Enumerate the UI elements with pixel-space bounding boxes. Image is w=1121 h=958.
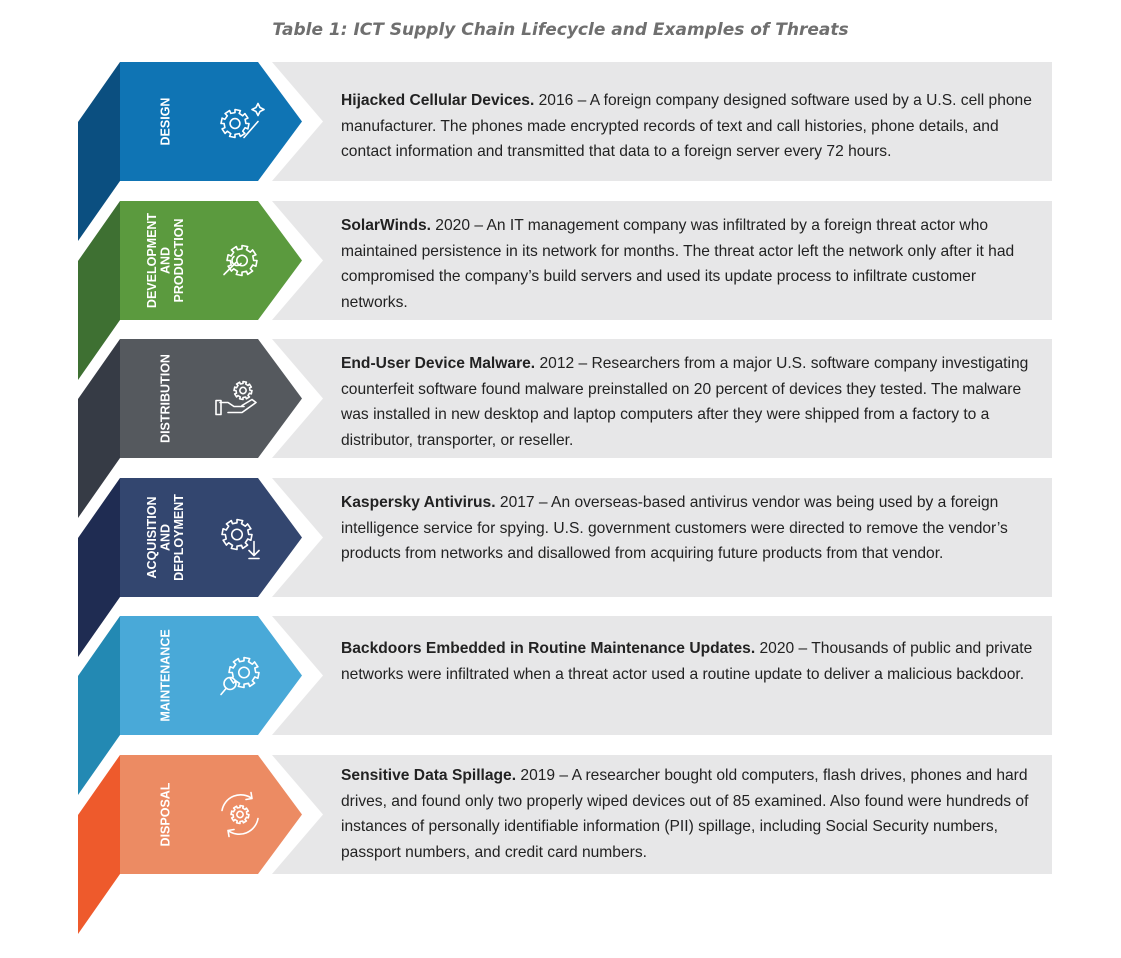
threat-description	[341, 636, 1041, 687]
stage-label	[159, 782, 173, 846]
threat-description	[341, 88, 1041, 165]
threat-description	[341, 351, 1041, 453]
threat-text: 2017 – An overseas-based antivirus vendor was being used by a foreign intelligence service for spying. U.S. government customers were directed to remove the vendor’s products from networks and disallowed from acquiring future products from that vendor.	[341, 494, 1008, 562]
threat-text: 2012 – Researchers from a major U.S. software company investigating counterfeit software found malware preinstalled on 20 percent of devices they tested. The malware was installed in new desktop and laptop computers after they were shipped from a factory to a distributor, transporter, or reseller.	[341, 355, 1029, 449]
stage-label	[159, 98, 173, 146]
threat-text: 2016 – A foreign company designed software used by a U.S. cell phone manufacturer. The phones made encrypted records of text and call histories, phone details, and contact information and transmitted that data to a foreign server every 72 hours.	[341, 92, 1032, 160]
threat-description	[341, 490, 1041, 567]
threat-name: Sensitive Data Spillage.	[341, 767, 517, 784]
stage-arrow	[120, 339, 302, 458]
threat-description	[341, 213, 1041, 315]
stage-label-line: DEPLOYMENT	[172, 494, 186, 581]
stage-label-line: DISTRIBUTION	[158, 354, 173, 443]
table-title: Table 1: ICT Supply Chain Lifecycle and Examples of Threats	[272, 20, 849, 40]
stage-label	[159, 354, 173, 443]
stage-label-line: MAINTENANCE	[158, 629, 173, 722]
threat-name: SolarWinds.	[341, 217, 431, 234]
stage-label-line: ACQUISITION	[145, 496, 159, 579]
stage-label-line: DESIGN	[158, 97, 173, 146]
threat-description	[341, 763, 1041, 865]
stage-arrow	[120, 62, 302, 181]
threat-text: 2020 – Thousands of public and private networks were infiltrated when a threat actor used a routine update to deliver a malicious backdoor.	[341, 640, 1033, 683]
stage-arrow	[120, 616, 302, 735]
threat-name: End-User Device Malware.	[341, 355, 536, 372]
threat-name: Kaspersky Antivirus.	[341, 494, 496, 511]
stage-label-line: PRODUCTION	[172, 218, 186, 303]
threat-text: 2020 – An IT management company was infiltrated by a foreign threat actor who maintained persistence in its network for months. The threat actor left the network only after it had compromised the company’s build servers and used its update process to infiltrate customer networks.	[341, 217, 1015, 311]
threat-name: Backdoors Embedded in Routine Maintenance Updates.	[341, 640, 756, 657]
stage-label	[159, 629, 173, 721]
stage-arrow	[120, 755, 302, 874]
stage-label-line: AND	[158, 523, 173, 552]
threat-text: 2019 – A researcher bought old computers, flash drives, phones and hard drives, and found only two properly wiped devices out of 85 examined. Also found were hundreds of instances of personally identifiable information (PII) spillage, including Social Security numbers, passport numbers, and credit card numbers.	[341, 767, 1029, 861]
threat-name: Hijacked Cellular Devices.	[341, 92, 535, 109]
stage-label-line: AND	[158, 246, 173, 275]
stage-label-line: DEVELOPMENT	[145, 212, 159, 309]
stage-label-line: DISPOSAL	[158, 782, 173, 847]
